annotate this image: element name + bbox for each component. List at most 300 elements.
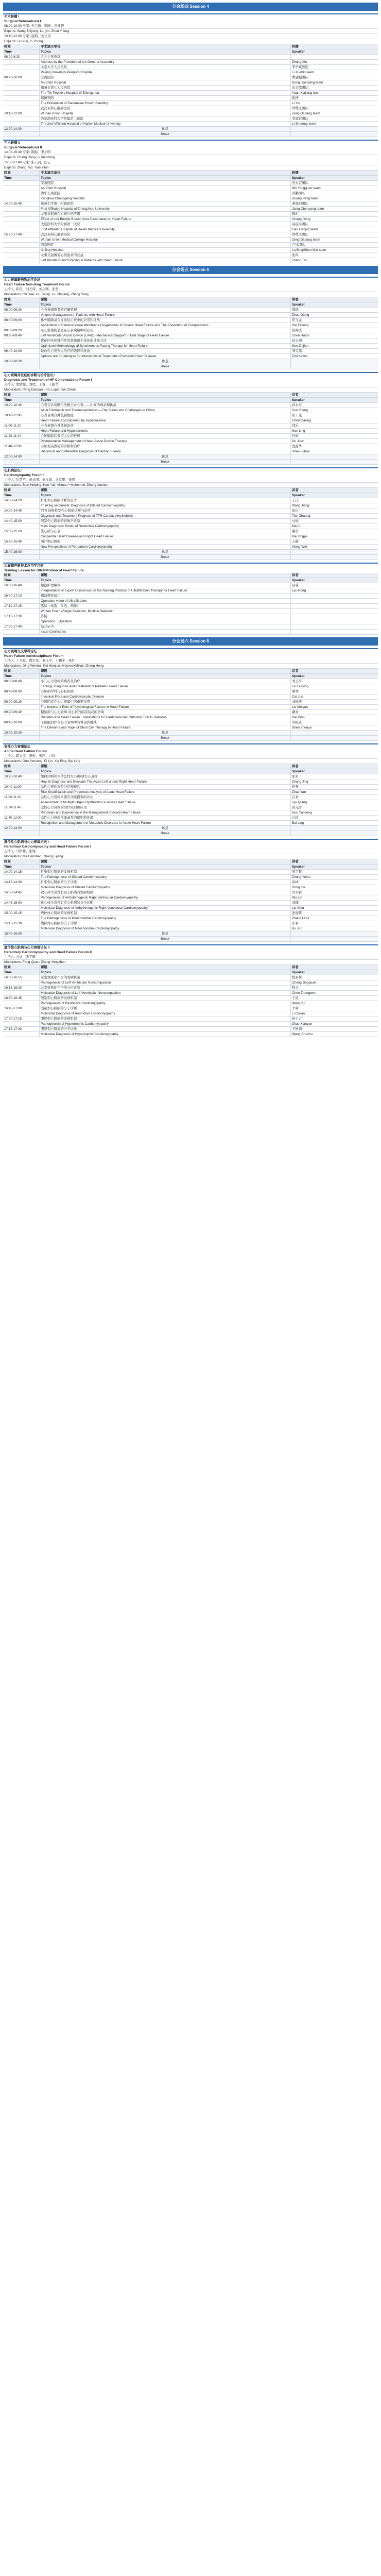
time-cell: 10:10-12:00 [4,112,22,115]
header-cell: 时间 [4,393,11,397]
table-row [3,630,378,635]
time-cell: 08:00-08:20 [4,308,22,312]
break-row [3,454,378,460]
time-cell: 10:40-11:00 [4,785,22,789]
forum-block [3,372,378,465]
speaker-cell: 邹克伟 [290,349,378,353]
speaker-cell: 陈东 [290,212,378,216]
speaker-cell: 周琼 [290,308,378,312]
speaker-cell [290,594,378,598]
topic-cell: 肥厚型心肌病的分子诊断 [39,1027,290,1031]
header-cell: 课题 [39,669,290,673]
forum-title-en: Heart Failure Interdisciplinary Forum [4,654,64,658]
header-cell: 课题 [39,573,290,578]
table-row [3,805,378,810]
forum-title-en: Acute Heart Failure Forum [4,750,47,753]
time-cell: 15:20-15:40 [4,540,22,544]
topic-cell: Break [39,937,290,941]
speaker-cell: Shen Zhenya [290,725,378,730]
speaker-cell: 袁文霞团队 [290,86,378,90]
topic-cell: 心脏病学科与心脏疾病 [39,689,290,694]
time-cell: 11:40-12:00 [4,445,22,448]
table-row [3,243,378,248]
speaker-cell: 李淑影团队 [290,116,378,121]
speaker-cell: 布君 [290,921,378,926]
speaker-cell: 贺飞龙 [290,318,378,323]
header-cell: 时间 [4,860,11,863]
time-cell: 12:00-14:00 [4,455,22,459]
table-row [3,980,378,986]
topic-cell: Tsinghua Changgeng Hospital [39,196,290,201]
forum-title-en: Training Lesson for Ultrafiltration of Heart Failure [4,569,84,572]
time-cell [3,122,39,126]
table-row [3,725,378,731]
time-cell [3,65,39,70]
header-cell: Speaker [290,176,378,180]
header-cell: Speaker [290,578,378,583]
speaker-cell: Chang Dong [290,217,378,222]
topic-cell: 干细胞治疗在心力衰竭中的希望和挑战 [39,720,290,725]
forum-moderators: Moderators: Cui Wei, Liu Tianqi, Liu Zhigang, Zheng Yang [3,292,378,297]
speaker-cell: Dong Jianqiang team [290,80,378,85]
topic-cell: 笔试（单选、多选、判断） [39,604,290,608]
topic-cell: 急性心力衰竭代谢紊乱的识别和处理 [39,816,290,820]
speaker-cell: 高连军团队 [290,222,378,227]
table-row [3,810,378,816]
time-cell: 15:15-15:30 [4,922,22,925]
time-cell [3,599,39,603]
time-cell: 15:40-16:00 [4,550,22,554]
speaker-cell [290,609,378,614]
forum-block [3,648,378,741]
speaker-cell: 程文 [290,986,378,990]
header-cell: 讲者 [290,859,378,864]
topic-cell: Principles and Experience in the Management of Acute Heart Failure [39,810,290,815]
time-cell [3,106,39,111]
forum-title-en: Surgical Rebroadcast I [4,20,41,23]
topic-cell: Issue Certificates [39,630,290,634]
speaker-cell: Huang Peng team [290,196,378,201]
header-cell: Speaker [290,970,378,975]
topic-cell: 结业证书 [39,624,290,629]
table-row [3,821,378,826]
header-cell: Topics [39,970,290,975]
table-row [3,1016,378,1022]
speaker-cell: Zhang Yuhui [290,875,378,879]
time-cell: 14:40-15:00 [4,519,22,523]
topic-cell: Molecular Diagnosis of Restrictive Cardiomyopathy [39,1011,290,1016]
speaker-cell: Wu Yongquan team [290,186,378,191]
speaker-cell: 马丽 [290,519,378,523]
forum-title: 急性心力衰竭论坛 [4,745,31,749]
table-row [3,609,378,614]
time-cell [3,895,39,900]
table-row [3,619,378,624]
header-cell: 课题 [39,965,290,970]
speaker-cell: 孙志刚 [290,338,378,343]
table-row [3,354,378,359]
speaker-cell: Du Juan [290,439,378,444]
time-cell [3,217,39,222]
table-header [3,393,378,398]
speaker-cell: Zeng Qiutang team [290,238,378,242]
speaker-cell [290,931,378,936]
table-row [3,116,378,122]
time-cell [3,344,39,348]
time-cell [3,705,39,709]
table-row [3,545,378,550]
topic-cell: 郑州市第七人民医院 [39,86,290,90]
forum-moderators: Experts: Liu Yun, Yi Zhong [3,39,378,44]
table-row [3,429,378,434]
topic-cell: 急性心力衰竭多器官功能损害的评估 [39,795,290,800]
time-cell [3,991,39,995]
topic-cell: Written Exam (Single Selection, Multiple Selection, [39,609,290,614]
speaker-cell: Hei Feilong [290,323,378,328]
header-cell: Time [4,398,12,402]
table-row [3,911,378,916]
forum-title-en: Hereditary Cardiomyopathy and Heart Failure Forum II [4,951,92,954]
speaker-cell: Liu Meiyan [290,705,378,709]
speaker-cell: Ma Li [290,524,378,529]
time-cell: 16:00-16:40 [4,584,22,587]
time-cell: 08:00-08:40 [4,680,22,683]
time-cell: 10:20-10:40 [4,403,22,407]
speaker-cell: Hong Kui [290,885,378,890]
table-row [3,253,378,258]
header-cell: 课题 [39,297,290,302]
time-cell: 16:30-16:45 [4,996,22,1000]
topic-cell: 清华长庚医院 [39,191,290,196]
forum-title-en: Surgical Rebroadcast II [4,146,42,149]
topic-cell: 限制型心肌病的发病机制 [39,996,290,1001]
session-header: 分会场五 Session 5 [3,266,378,274]
time-cell [3,779,39,784]
speaker-cell: 申振亚 [290,720,378,725]
time-cell: 11:00-11:20 [4,424,22,428]
header-cell: 课题 [39,764,290,769]
table-row [3,418,378,423]
time-cell: 14:00-14:20 [4,499,22,502]
table-header-en [3,674,378,679]
header-cell: Speaker [290,865,378,869]
table-row [3,694,378,700]
table-row [3,624,378,630]
break-row [3,132,378,137]
time-cell: 17:00-17:15 [4,1017,22,1021]
topic-cell: 急性心衰的危险分层和预后 [39,785,290,789]
time-cell: 12:00-14:00 [4,826,22,830]
time-cell: 14:00-15:40 [4,202,22,206]
topic-cell: 休息 [39,454,290,459]
topic-cell: Molecular Diagnosis of Mitochondrial Cardiomyopathy [39,926,290,931]
topic-cell: Postoperative Management of Heart Assist Device Therapy [39,439,290,444]
header-cell: 讲者 [290,764,378,769]
header-cell: 讲者 [290,669,378,673]
speaker-cell [290,630,378,634]
table-row [3,70,378,75]
time-cell: 16:00-16:15 [4,976,22,979]
topic-cell: 安贞医院 [39,75,290,80]
time-cell [3,243,39,247]
time-cell: 15:50-17:40 [4,233,22,236]
topic-cell: 限制型心肌病的分子诊断 [39,1006,290,1011]
table-row [3,1032,378,1037]
table-row [3,1001,378,1006]
topic-cell: 休息 [39,931,290,936]
time-cell: 17:15-17:30 [4,1027,22,1031]
table-row [3,212,378,217]
topic-cell: Wuhan Union Medical College Hospital [39,238,290,242]
table-row [3,238,378,243]
header-cell: Topics [39,674,290,679]
time-cell [3,116,39,121]
table-header-en [3,578,378,583]
topic-cell: 心理因素在心力衰竭中的重要作用 [39,700,290,704]
topic-cell: 安贞医院 [39,181,290,185]
table-row [3,795,378,800]
header-cell: Time [4,50,12,54]
topic-cell: 休息 [39,826,290,831]
speaker-cell: 黄鹏团队 [290,191,378,196]
time-cell [3,96,39,100]
time-cell [3,1022,39,1026]
header-cell: 时间 [4,45,11,48]
time-cell [3,258,39,263]
forum-title-en: Heart Failure Non-drug Treatment Forum [4,283,70,286]
time-cell [3,937,39,941]
topic-cell: 武汉亚洲心脏病医院 [39,232,290,237]
speaker-cell [290,619,378,624]
table-row [3,895,378,901]
topic-cell: 超滤护理解读 [39,583,290,588]
time-cell [3,534,39,539]
topic-cell: 致心律失常性右室心肌病的发病机制 [39,890,290,895]
forum-moderators: Moderators: Ding Wenhui, Pei Hainjun, Moyesai•Mijiati, Zhang Hong [3,664,378,669]
table-row [3,583,378,588]
table-row [3,222,378,227]
speaker-cell: Lu Bing/Shen Min team [290,248,378,252]
topic-cell: 起搏预防 [39,96,290,100]
break-row [3,555,378,560]
topic-cell: Optimized Methodology of Synchronous Pacing Therapy for Heart Failure [39,344,290,348]
topic-cell: The 2nd Affiliated Hospital of Harbin Medical University [39,122,290,126]
speaker-cell: Chen Zhengwen [290,991,378,995]
time-cell [3,408,39,413]
speaker-cell: 吕蓉 [290,583,378,588]
time-cell [3,207,39,211]
forum-moderators: 14:00-15:40 专家: 陈聪、李小明 [3,150,378,155]
time-cell [3,418,39,423]
topic-cell: Effect of Left Bundle Branch Area Pacemaker on Heart Failure [39,217,290,222]
time-cell: 16:40-17:10 [4,594,22,598]
table-row [3,599,378,604]
speaker-cell: Zhang Xin [290,60,378,64]
time-cell [3,555,39,560]
time-cell: 16:45-17:00 [4,1007,22,1010]
speaker-cell: 卢冰团队 [290,243,378,247]
time-cell [3,248,39,252]
table-header-en [3,769,378,774]
table-row [3,684,378,689]
time-cell: 11:00-11:20 [4,795,22,799]
speaker-cell [290,55,378,59]
speaker-cell: 杜娟 [290,434,378,438]
time-cell: 09:20-09:40 [4,334,22,337]
speaker-cell: Li Culian [290,1011,378,1016]
forum-block [3,944,378,1037]
table-row [3,906,378,911]
header-cell: Time [4,674,12,678]
speaker-cell: Cai Jun [290,694,378,699]
table-row [3,191,378,196]
time-cell [3,906,39,910]
table-row [3,870,378,875]
table-row [3,75,378,80]
table-row [3,790,378,795]
topic-cell: Peking University People's Hospital [39,70,290,75]
header-cell: 时间 [4,765,11,768]
topic-cell: 大会主席致辞 [39,55,290,59]
forum-moderators: Moderators: Ma Genshan, Zhang Lijiang [3,854,378,859]
forum-title: 心衰超声新技术应用学习班 [4,564,44,568]
speaker-cell: 蔡琴 [290,689,378,694]
topic-cell: The Dilemma and Hope of Stem Cell Therapy in Heart Failure [39,725,290,730]
time-cell [3,619,39,624]
speaker-cell: Chen Haibo [290,333,378,338]
header-cell: Time [4,971,12,974]
topic-cell: First Affiliated Hospital of Dalian Medical University [39,227,290,232]
table-row [3,594,378,599]
time-cell [3,429,39,433]
speaker-cell [290,132,378,137]
speaker-cell: 田庄 [290,509,378,513]
header-cell: Time [4,579,12,582]
time-cell [3,875,39,879]
topic-cell: An Zhen Hospital [39,80,290,85]
topic-cell: Application of Extracorporeal Membrane Oxygenation In Severe Heart Failure and The Prevention of Complications [39,323,290,328]
time-cell: 14:20-14:40 [4,509,22,513]
topic-cell: Main Diagnostic Points of Restrictive Cardiomyopathy [39,524,290,529]
speaker-cell: Wang Wei [290,545,378,549]
time-cell: 10:40-11:00 [4,414,22,417]
time-cell [3,1011,39,1016]
speaker-cell [290,614,378,619]
table-row [3,196,378,201]
table-row [3,498,378,503]
break-row [3,831,378,836]
table-row [3,80,378,86]
speaker-cell: Liu Nian [290,906,378,910]
time-cell [3,694,39,699]
speaker-cell: 张丽晖 [290,911,378,916]
topic-cell: 优化同步起搏治疗的策略和个体化的选择方法 [39,338,290,343]
speaker-cell: 刘梅燕 [290,700,378,704]
header-cell: 讲者 [290,297,378,302]
table-row [3,785,378,790]
topic-cell: 限制性心肌病的影像学诊断 [39,519,290,523]
speaker-cell: Bai Ling [290,821,378,825]
speaker-cell: Zhou Qiong [290,313,378,317]
topic-cell: 体外膜肺氧合在重症心衰中的应用和挑战 [39,318,290,323]
topic-cell: 扩张型心肌病的分子诊断 [39,880,290,885]
forum-block [3,13,378,137]
table-row [3,916,378,921]
time-cell [3,736,39,740]
topic-cell: Molecular Diagnosis of Dilated Cardiomyopathy [39,885,290,890]
table-row [3,349,378,354]
table-row [3,679,378,684]
topic-cell: Break [39,364,290,369]
speaker-cell: Sun Zhijian [290,344,378,348]
topic-cell: Pathogenesis of Left Ventricular Noncompaction [39,980,290,985]
speaker-cell: 赵曼 [290,785,378,789]
speaker-cell [290,831,378,836]
forum-moderators: 10:10-12:00 专家: 赵钢、刘长伟 [3,34,378,39]
topic-cell: 哈尔滨医科大学附属第二医院 [39,116,290,121]
speaker-cell: 郭元彦 [290,805,378,810]
table-row [3,333,378,338]
time-cell [3,545,39,549]
time-cell [3,514,39,518]
table-row [3,344,378,349]
header-cell: Time [4,770,12,773]
header-cell: Time [4,176,12,180]
time-cell: 12:00-14:00 [4,127,22,131]
table-header [3,171,378,176]
speaker-cell: Zhang Lihui [290,916,378,921]
topic-cell: 超滤操作演示 [39,594,290,598]
speaker-cell [290,731,378,735]
time-cell [3,588,39,593]
table-row [3,614,378,619]
header-cell: Topics [39,865,290,869]
table-header-en [3,398,378,403]
speaker-cell [290,364,378,369]
table-row [3,207,378,212]
topic-cell: Pathogenesis of Restrictive Cardiomyopathy [39,1001,290,1006]
time-cell: 11:40-12:00 [4,816,22,820]
table-row [3,106,378,111]
forum-title-en: Cardiomyopathy Forum I [4,473,45,477]
break-row [3,826,378,831]
speaker-cell [290,550,378,554]
header-cell: Speaker [290,769,378,774]
topic-cell: How to Diagnose and Evaluate The Acute Left and/or Right Heart Failure [39,779,290,784]
speaker-cell: 曹建强团队 [290,75,378,80]
topic-cell: 致心律失常性右室心肌病的分子诊断 [39,901,290,905]
topic-cell: Address by the President of the General Assembly [39,60,290,64]
speaker-cell: Sun Yifeng [290,408,378,413]
time-cell [3,439,39,444]
speaker-cell: 王秋初 [290,1027,378,1031]
table-row [3,926,378,931]
topic-cell: 先心病与心衰 [39,529,290,534]
header-cell: Time [4,865,12,869]
topic-cell: Assessment of Multiple Organ Dysfunction In Acute Heart Failure [39,800,290,805]
time-cell: 10:00-10:20 [4,360,22,363]
speaker-cell [290,599,378,603]
speaker-cell [290,826,378,831]
table-header [3,965,378,970]
table-row [3,700,378,705]
topic-cell: The Pathogenesis of Mitochondrial Cardiomyopathy [39,916,290,921]
table-header-en [3,176,378,181]
table-row [3,201,378,207]
speaker-cell [290,460,378,464]
forum-block [3,467,378,560]
topic-cell: 休息 [39,550,290,554]
